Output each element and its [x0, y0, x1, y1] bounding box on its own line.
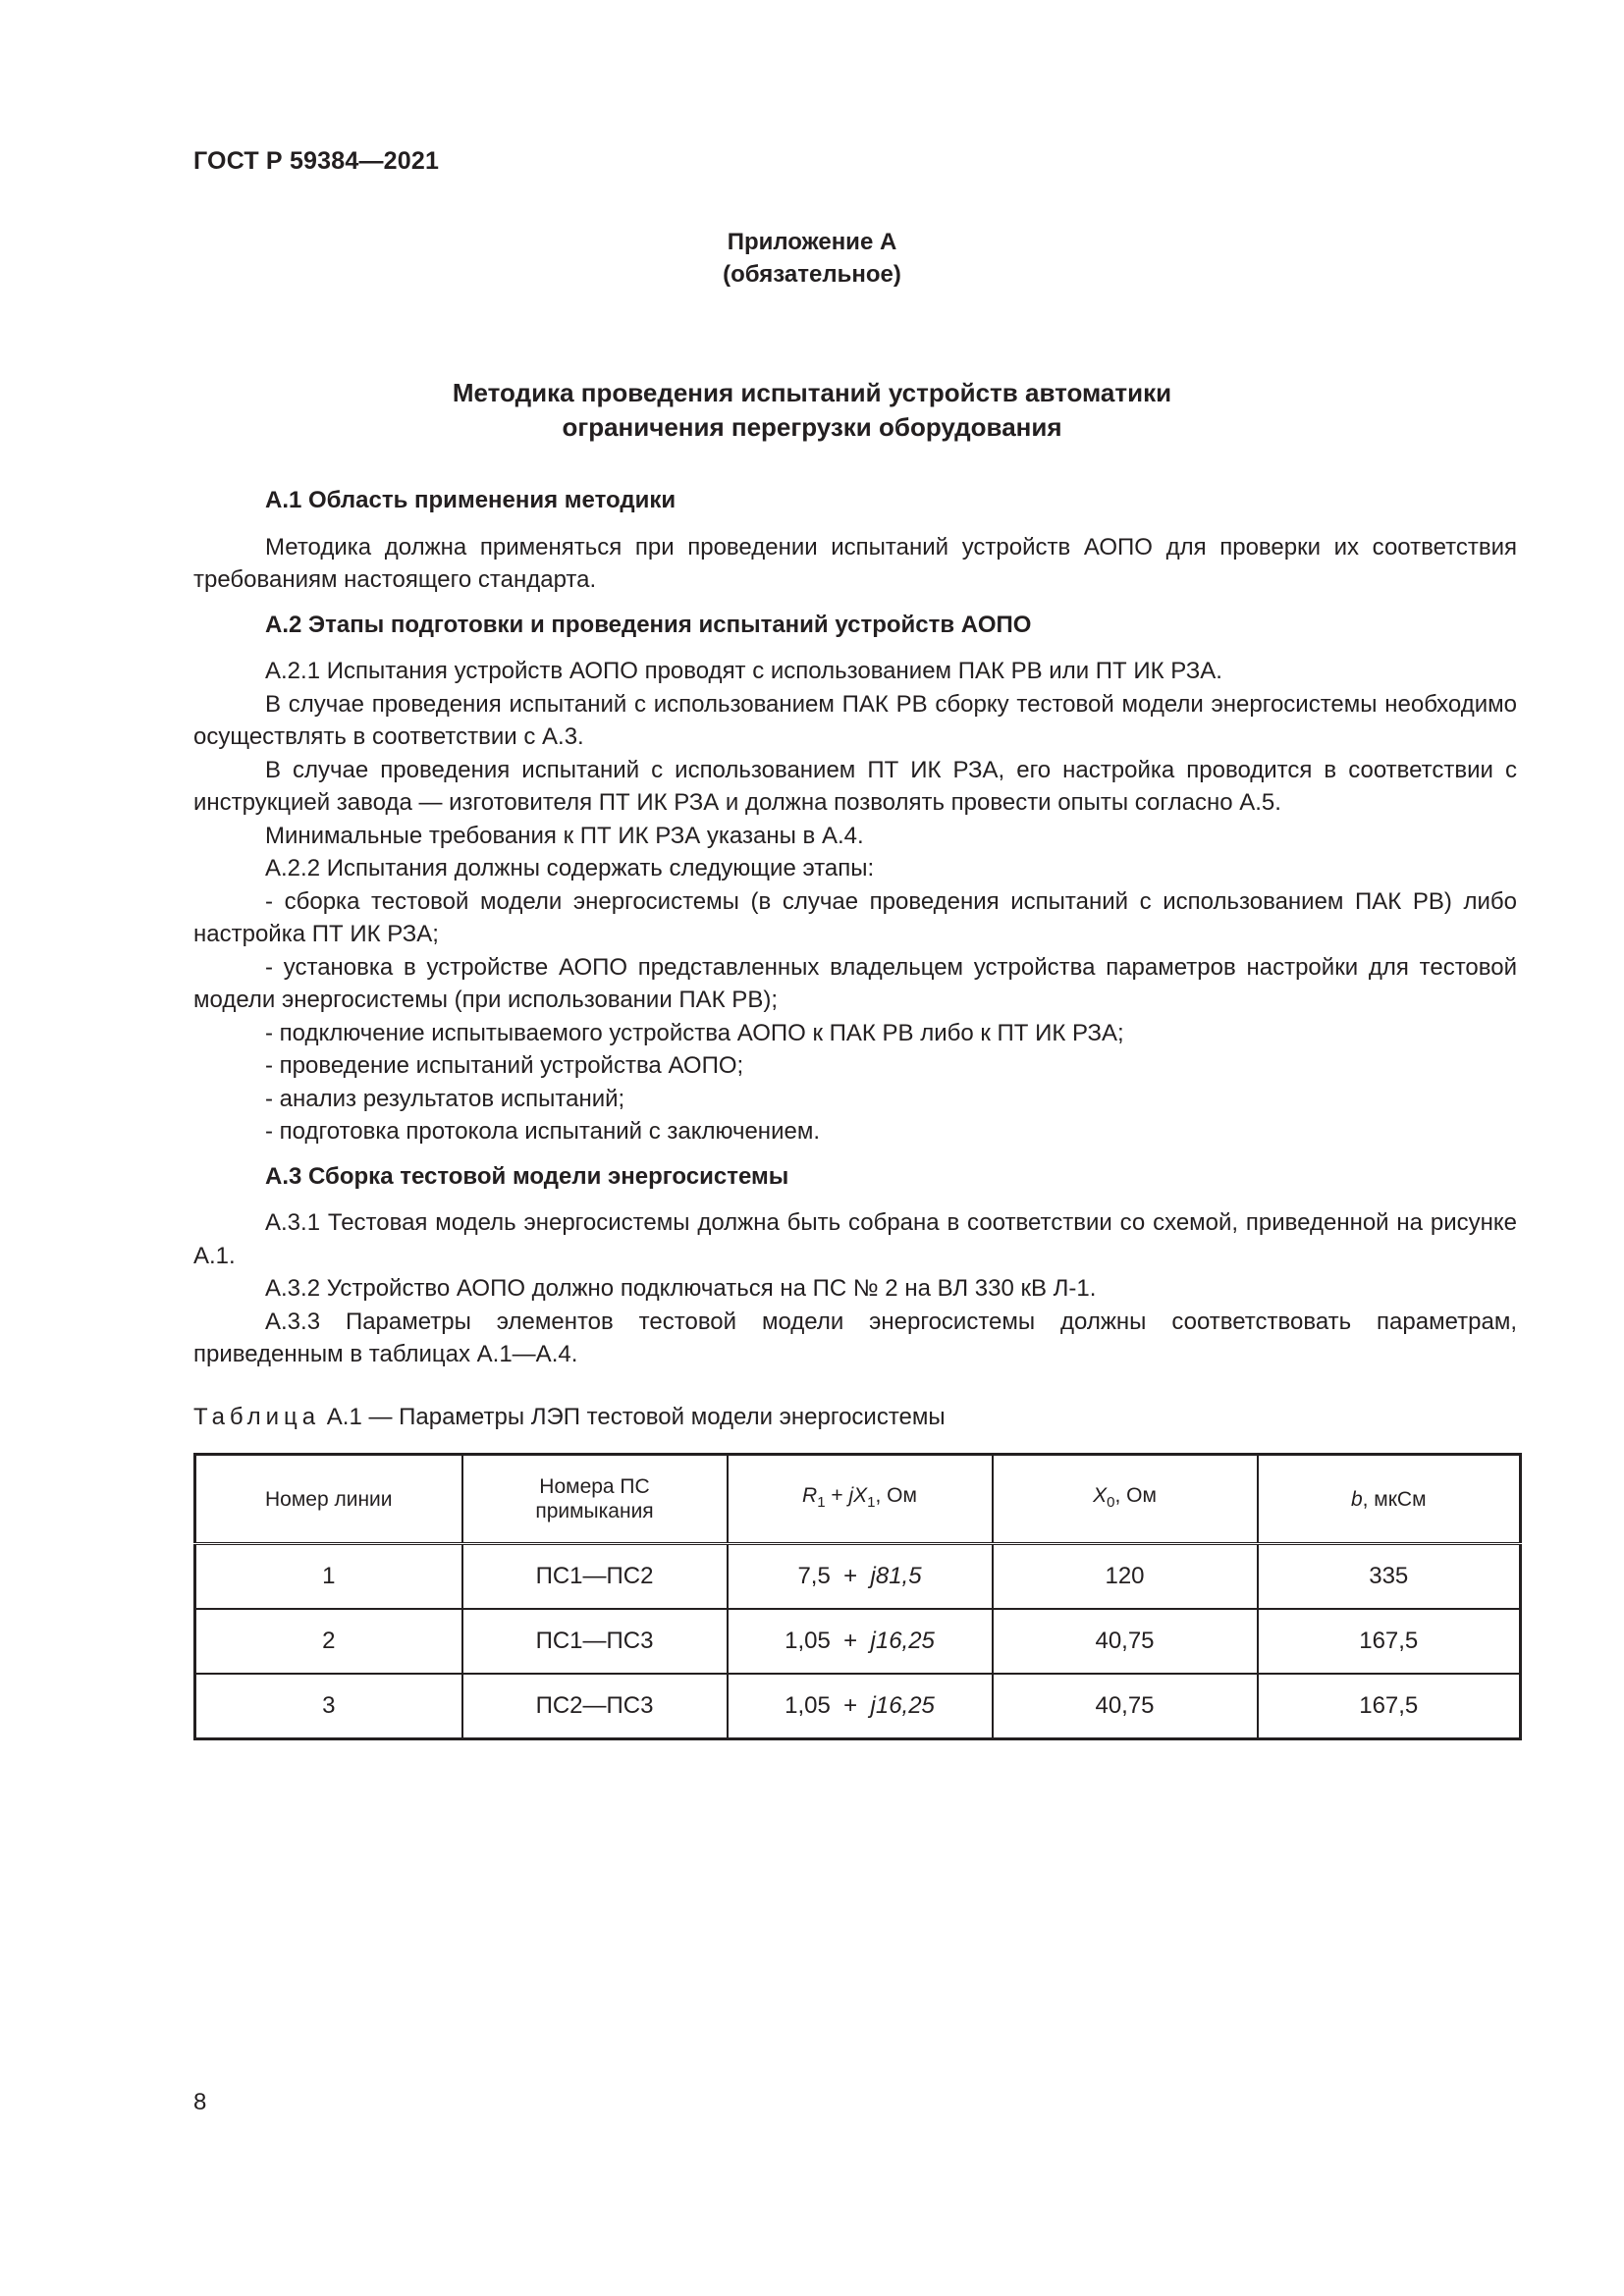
cell-b: 167,5: [1258, 1609, 1521, 1674]
cell-line: 2: [195, 1609, 462, 1674]
paragraph: А.3.1 Тестовая модель энергосистемы должна быть собрана в соответствии со схемой, приведенной на рисунке А.1.: [193, 1209, 1517, 1269]
cell-impedance: 7,5 + j81,5: [728, 1544, 993, 1610]
cell-line: 3: [195, 1674, 462, 1739]
cell-line: 1: [195, 1544, 462, 1610]
list-item: - подключение испытываемого устройства АОПО к ПАК РВ либо к ПТ ИК РЗА;: [265, 1019, 1124, 1046]
list-item: - подготовка протокола испытаний с заключением.: [265, 1118, 820, 1145]
section-heading-a3: А.3 Сборка тестовой модели энергосистемы: [265, 1162, 789, 1190]
paragraph: А.2.2 Испытания должны содержать следующие этапы:: [265, 855, 875, 881]
body-text: [193, 484, 1517, 1371]
column-header-impedance: $R_1 + jX_1$, Ом: [728, 1455, 993, 1544]
line-parameters-table: [193, 1453, 1522, 1740]
appendix-label: Приложение А: [727, 229, 897, 255]
list-item: - анализ результатов испытаний;: [265, 1085, 625, 1112]
paragraph: А.3.2 Устройство АОПО должно подключаться на ПС № 2 на ВЛ 330 кВ Л-1.: [265, 1275, 1097, 1302]
paragraph: Методика должна применяться при проведении испытаний устройств АОПО для проверки их соответствия требованиям настоящего стандарта.: [193, 533, 1517, 593]
page-number: 8: [193, 2089, 207, 2115]
document-code: ГОСТ Р 59384—2021: [193, 147, 440, 175]
table-header-row: [195, 1455, 1521, 1544]
column-header-line-number: Номер линии: [195, 1455, 462, 1544]
column-header-substations: Номера ПС примыкания: [462, 1455, 728, 1544]
paragraph: В случае проведения испытаний с использованием ПТ ИК РЗА, его настройка проводится в соответствии с инструкцией завода — изготовителя ПТ ИК РЗА и должна позволять провести опыты согласно А.5.: [193, 756, 1517, 816]
cell-b: 167,5: [1258, 1674, 1521, 1739]
cell-x0: 40,75: [993, 1609, 1258, 1674]
list-item: - установка в устройстве АОПО представленных владельцем устройства параметров настройки для тестовой модели энергосистемы (при использовании ПАК РВ);: [193, 953, 1517, 1013]
list-item: - сборка тестовой модели энергосистемы (в случае проведения испытаний с использованием ПАК РВ) либо настройка ПТ ИК РЗА;: [193, 887, 1517, 947]
cell-x0: 120: [993, 1544, 1258, 1610]
list-item: - проведение испытаний устройства АОПО;: [265, 1052, 744, 1079]
section-heading-a2: А.2 Этапы подготовки и проведения испытаний устройств АОПО: [265, 611, 1032, 638]
appendix-status: (обязательное): [723, 261, 901, 288]
cell-impedance: 1,05 + j16,25: [728, 1609, 993, 1674]
paragraph: А.2.1 Испытания устройств АОПО проводят с использованием ПАК РВ или ПТ ИК РЗА.: [265, 658, 1222, 684]
cell-impedance: 1,05 + j16,25: [728, 1674, 993, 1739]
table-caption: [193, 1404, 946, 1431]
table-row: [195, 1544, 1521, 1610]
paragraph: В случае проведения испытаний с использованием ПАК РВ сборку тестовой модели энергосистемы необходимо осуществлять в соответствии с А.3.: [193, 690, 1517, 750]
table-row: [195, 1674, 1521, 1739]
column-header-zero-reactance: $X_0$, Ом: [993, 1455, 1258, 1544]
paragraph: А.3.3 Параметры элементов тестовой модели энергосистемы должны соответствовать параметрам, приведенным в таблицах А.1—А.4.: [193, 1308, 1517, 1367]
section-heading-a1: А.1 Область применения методики: [265, 487, 677, 513]
table-caption-text: А.1 — Параметры ЛЭП тестовой модели энергосистемы: [326, 1404, 946, 1430]
column-header-susceptance: b, мкСм: [1258, 1455, 1521, 1544]
cell-x0: 40,75: [993, 1674, 1258, 1739]
cell-ps: ПС1—ПС2: [462, 1544, 728, 1610]
paragraph: Минимальные требования к ПТ ИК РЗА указаны в А.4.: [265, 822, 864, 849]
appendix-title-line-2: ограничения перегрузки оборудования: [562, 412, 1062, 442]
cell-ps: ПС1—ПС3: [462, 1609, 728, 1674]
cell-b: 335: [1258, 1544, 1521, 1610]
table-caption-label: Таблица: [193, 1404, 321, 1430]
table-row: [195, 1609, 1521, 1674]
appendix-title-line-1: Методика проведения испытаний устройств автоматики: [452, 378, 1172, 407]
cell-ps: ПС2—ПС3: [462, 1674, 728, 1739]
